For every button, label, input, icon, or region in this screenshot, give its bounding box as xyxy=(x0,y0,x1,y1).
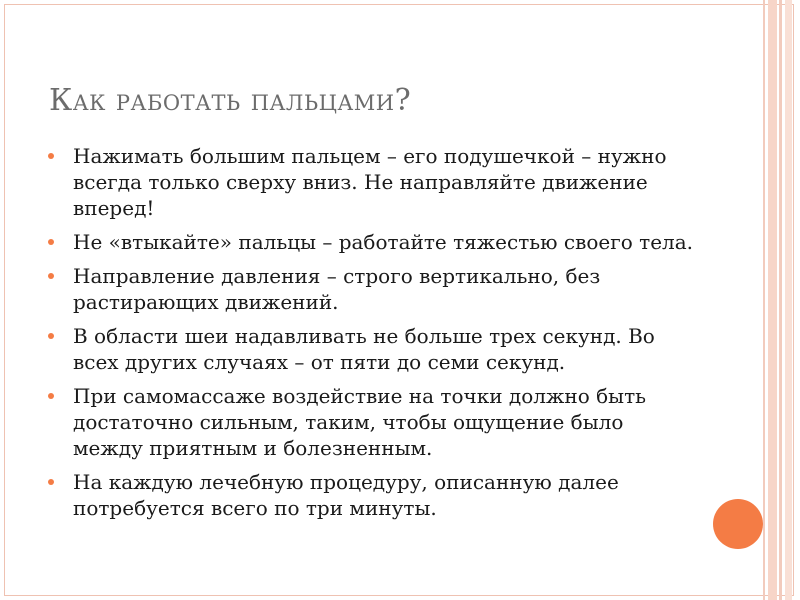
bullet-item xyxy=(48,323,698,375)
bullet-dot-icon xyxy=(48,333,54,339)
decorative-stripe xyxy=(785,0,792,600)
bullet-text: Нажимать большим пальцем – его подушечкой – нужно всегда только сверху вниз. Не направляйте движение вперед! xyxy=(73,144,667,220)
bullet-item xyxy=(48,383,698,461)
bullet-dot-icon xyxy=(48,479,54,485)
accent-circle xyxy=(713,499,763,549)
decorative-stripe xyxy=(768,0,777,600)
bullet-list xyxy=(48,143,698,529)
bullet-item xyxy=(48,229,698,255)
decorative-stripe xyxy=(763,0,765,600)
bullet-item xyxy=(48,469,698,521)
slide-title: Как работать пальцами? xyxy=(49,83,412,118)
bullet-text: Направление давления – строго вертикально, без растирающих движений. xyxy=(73,264,601,314)
bullet-text: При самомассаже воздействие на точки должно быть достаточно сильным, таким, чтобы ощущение было между приятным и болезненным. xyxy=(73,384,647,460)
bullet-text: Не «втыкайте» пальцы – работайте тяжестью своего тела. xyxy=(73,230,694,254)
bullet-text: На каждую лечебную процедуру, описанную далее потребуется всего по три минуты. xyxy=(73,470,619,520)
decorative-stripe xyxy=(779,0,782,600)
bullet-text: В области шеи надавливать не больше трех секунд. Во всех других случаях – от пяти до семи секунд. xyxy=(73,324,655,374)
bullet-item xyxy=(48,263,698,315)
bullet-dot-icon xyxy=(48,239,54,245)
bullet-dot-icon xyxy=(48,393,54,399)
bullet-dot-icon xyxy=(48,273,54,279)
bullet-item xyxy=(48,143,698,221)
bullet-dot-icon xyxy=(48,153,54,159)
